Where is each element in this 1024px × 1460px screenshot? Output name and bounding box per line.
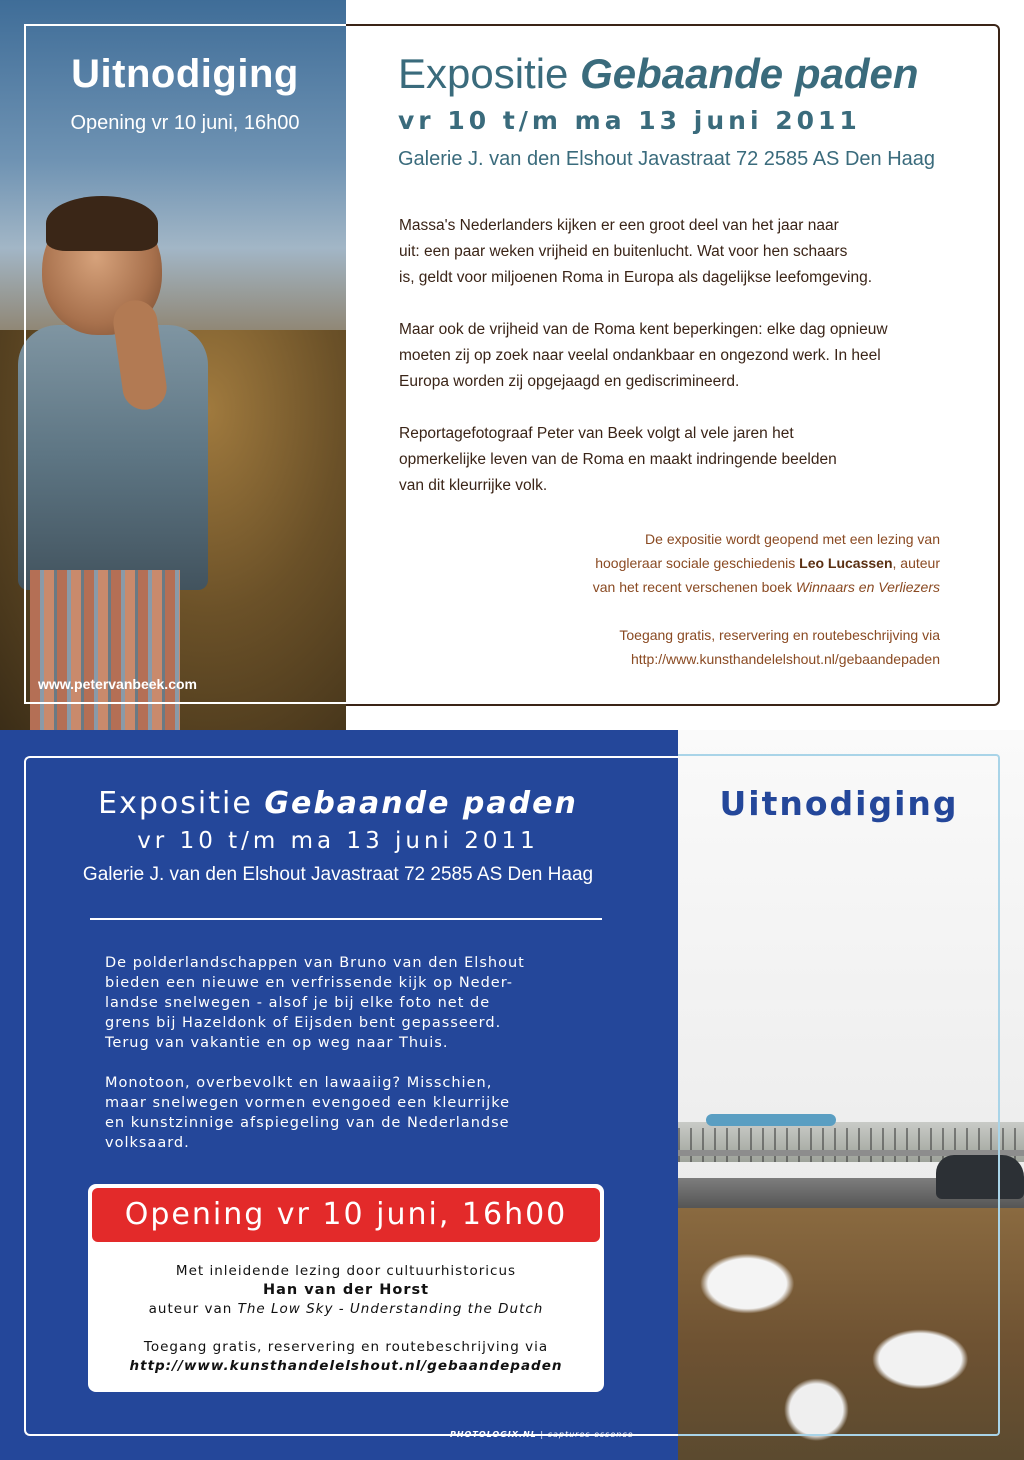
- text-line: van dit kleurrijke volk.: [399, 477, 548, 494]
- text-line: van het recent verschenen boek: [592, 579, 796, 595]
- text-line: opmerkelijke leven van de Roma en maakt indringende beelden: [399, 451, 837, 468]
- text-line: maar snelwegen vormen evengoed een kleurrijke: [105, 1095, 510, 1111]
- credit-tagline: | captures essence: [536, 1430, 634, 1439]
- access-note: Toegang gratis, reservering en routebeschrijving via: [619, 627, 940, 643]
- gallery-address: Galerie J. van den Elshout Javastraat 72 2585 AS Den Haag: [82, 864, 594, 885]
- text-line: , auteur: [892, 555, 940, 571]
- opening-card-text: [92, 1262, 600, 1376]
- paragraph: [520, 527, 940, 599]
- invitation-title: Uitnodiging: [719, 784, 959, 823]
- access-note: Toegang gratis, reservering en routebeschrijving via: [143, 1339, 549, 1355]
- exhibition-title: [398, 50, 919, 98]
- invitation-title: Uitnodiging: [71, 52, 299, 96]
- exhibition-name: Gebaande paden: [580, 50, 919, 97]
- text-line: volksaard.: [105, 1135, 190, 1151]
- lecture-info: [520, 527, 940, 695]
- text-line: hoogleraar sociale geschiedenis: [595, 555, 800, 571]
- exhibition-prefix: Expositie: [398, 50, 569, 97]
- credit-brand: PHOTOLOGIX.NL: [450, 1430, 537, 1439]
- exhibition-dates: vr 10 t/m ma 13 juni 2011: [137, 828, 539, 854]
- text-line: De expositie wordt geopend met een lezing van: [645, 531, 940, 547]
- photographer-website[interactable]: www.petervanbeek.com: [38, 676, 197, 692]
- reservation-link[interactable]: http://www.kunsthandelelshout.nl/gebaandepaden: [129, 1358, 563, 1374]
- text-line: Massa's Nederlanders kijken er een groot deel van het jaar naar: [399, 217, 839, 234]
- photo-frame: [678, 754, 1000, 1436]
- opening-banner: Opening vr 10 juni, 16h00: [92, 1188, 600, 1242]
- lecture-intro: Met inleidende lezing door cultuurhistoricus: [175, 1263, 517, 1279]
- exhibition-dates: vr 10 t/m ma 13 juni 2011: [398, 106, 861, 135]
- text-line: Europa worden zij opgejaagd en gediscrimineerd.: [399, 373, 740, 390]
- exhibition-name: Gebaande paden: [264, 786, 578, 821]
- text-line: uit: een paar weken vrijheid en buitenlucht. Wat voor hen schaars: [399, 243, 848, 260]
- text-line: is, geldt voor miljoenen Roma in Europa als dagelijkse leefomgeving.: [399, 269, 873, 286]
- opening-time: Opening vr 10 juni, 16h00: [70, 112, 300, 134]
- exhibition-prefix: Expositie: [98, 786, 253, 821]
- paragraph: [399, 213, 939, 291]
- paragraph: [105, 953, 625, 1053]
- divider: [90, 918, 602, 920]
- exhibition-title: [24, 786, 652, 821]
- paragraph: [105, 1073, 625, 1153]
- book-title: The Low Sky - Understanding the Dutch: [237, 1301, 544, 1317]
- description-text: [105, 953, 625, 1173]
- text-line: landse snelwegen - alsof je bij elke foto net de: [105, 995, 491, 1011]
- text-line: en kunstzinnige afspiegeling van de Nederlandse: [105, 1115, 510, 1131]
- text-line: bieden een nieuwe en verfrissende kijk op Neder-: [105, 975, 513, 991]
- reservation-link[interactable]: http://www.kunsthandelelshout.nl/gebaandepaden: [630, 651, 940, 667]
- paragraph: [399, 317, 939, 395]
- text-line: Monotoon, overbevolkt en lawaaiig? Misschien,: [105, 1075, 493, 1091]
- paragraph: [520, 623, 940, 671]
- text-line: grens bij Hazeldonk of Eijsden bent gepasseerd.: [105, 1015, 502, 1031]
- book-title: Winnaars en Verliezers: [795, 579, 940, 595]
- speaker-name: Han van der Horst: [262, 1282, 430, 1298]
- photo-credit: [450, 1430, 634, 1439]
- speaker-name: Leo Lucassen: [799, 555, 893, 571]
- gallery-address: Galerie J. van den Elshout Javastraat 72 2585 AS Den Haag: [398, 148, 936, 170]
- text-line: Maar ook de vrijheid van de Roma kent beperkingen: elke dag opnieuw: [399, 321, 888, 338]
- description-text: [399, 213, 939, 525]
- text-line: De polderlandschappen van Bruno van den Elshout: [105, 955, 525, 971]
- paragraph: [399, 421, 939, 499]
- text-line: moeten zij op zoek naar veelal ondankbaar en ongezond werk. In heel: [399, 347, 881, 364]
- text-line: Terug van vakantie en op weg naar Thuis.: [105, 1035, 449, 1051]
- text-line: Reportagefotograaf Peter van Beek volgt al vele jaren het: [399, 425, 794, 442]
- text-line: auteur van: [148, 1301, 238, 1317]
